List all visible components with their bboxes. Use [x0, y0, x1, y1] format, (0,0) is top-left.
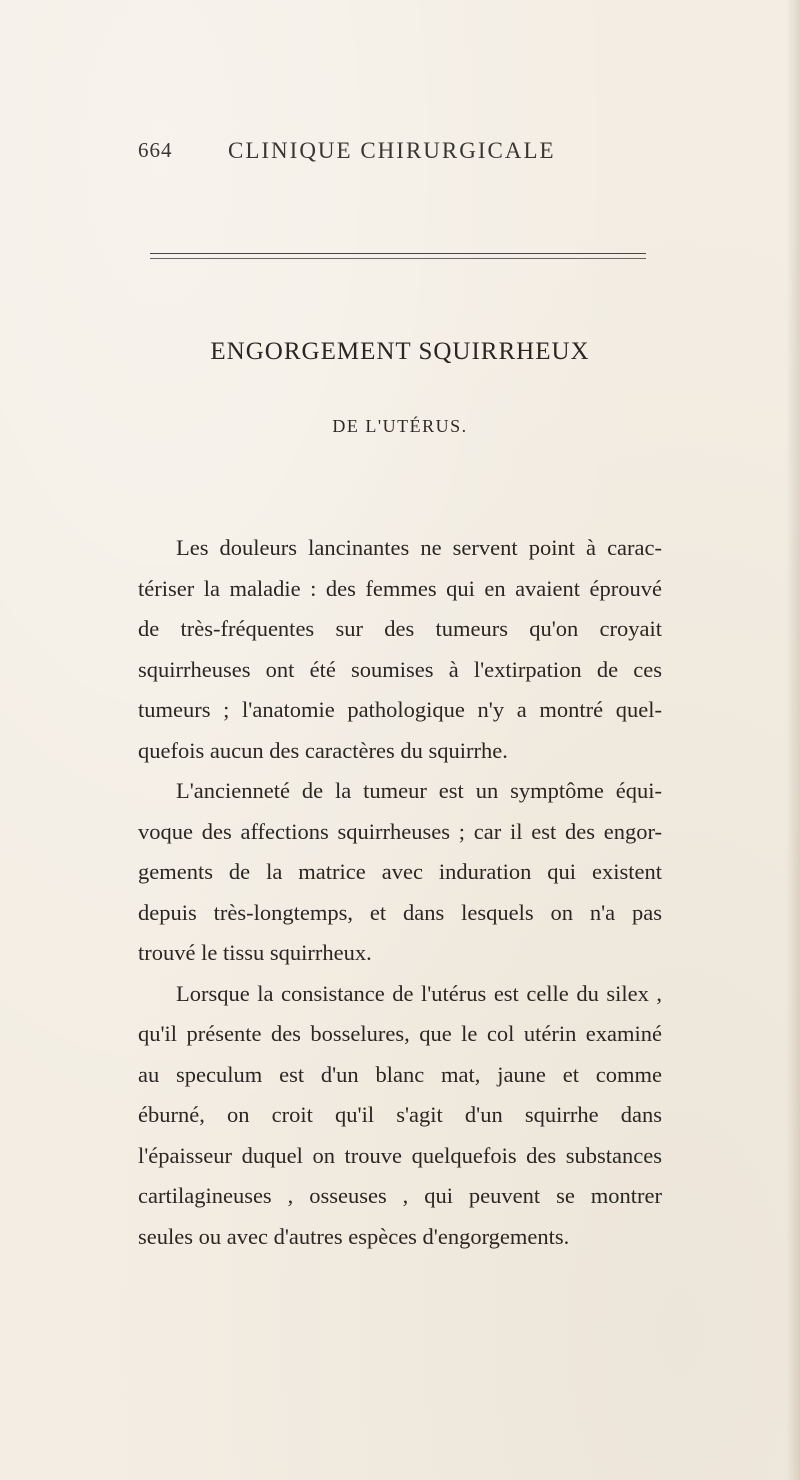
header-rule	[150, 253, 646, 254]
text-line: cartilagineuses , osseuses , qui peuvent se montrer	[138, 1183, 662, 1208]
text-line: L'ancienneté de la tumeur est un symptôme équi-	[176, 778, 662, 803]
page-edge-shadow	[786, 0, 800, 1480]
text-line: tériser la maladie : des femmes qui en avaient éprouvé	[138, 575, 662, 601]
running-title: CLINIQUE CHIRURGICALE	[228, 138, 556, 163]
text-line: Les douleurs lancinantes ne servent point à carac-	[176, 535, 662, 560]
text-line: trouvé le tissu squirrheux.	[138, 940, 372, 965]
chapter-subtitle: DE L'UTÉRUS.	[332, 416, 468, 436]
text-line: voque des affections squirrheuses ; car il est des engor-	[138, 818, 662, 844]
text-line: gements de la matrice avec induration qui existent	[138, 859, 662, 884]
text-line: qu'il présente des bosselures, que le col utérin examiné	[138, 1021, 662, 1046]
page-number: 664	[138, 138, 173, 162]
text-line: tumeurs ; l'anatomie pathologique n'y a montré quel-	[138, 697, 662, 722]
text-line: Lorsque la consistance de l'utérus est celle du silex ,	[176, 980, 662, 1006]
body-text	[138, 528, 662, 1257]
text-line: seules ou avec d'autres espèces d'engorgements.	[138, 1223, 570, 1249]
text-line: squirrheuses ont été soumises à l'extirpation de ces	[138, 656, 662, 682]
text-line: l'épaisseur duquel on trouve quelquefois des substances	[138, 1142, 662, 1168]
text-line: quefois aucun des caractères du squirrhe.	[138, 737, 508, 763]
chapter-title: ENGORGEMENT SQUIRRHEUX	[210, 338, 590, 365]
running-head	[0, 138, 800, 168]
text-line: au speculum est d'un blanc mat, jaune et comme	[138, 1061, 662, 1087]
text-line: éburné, on croit qu'il s'agit d'un squirrhe dans	[138, 1102, 662, 1127]
text-line: de très-fréquentes sur des tumeurs qu'on croyait	[138, 616, 662, 641]
header-rule-thin	[150, 258, 646, 259]
text-line: depuis très-longtemps, et dans lesquels on n'a pas	[138, 899, 662, 925]
